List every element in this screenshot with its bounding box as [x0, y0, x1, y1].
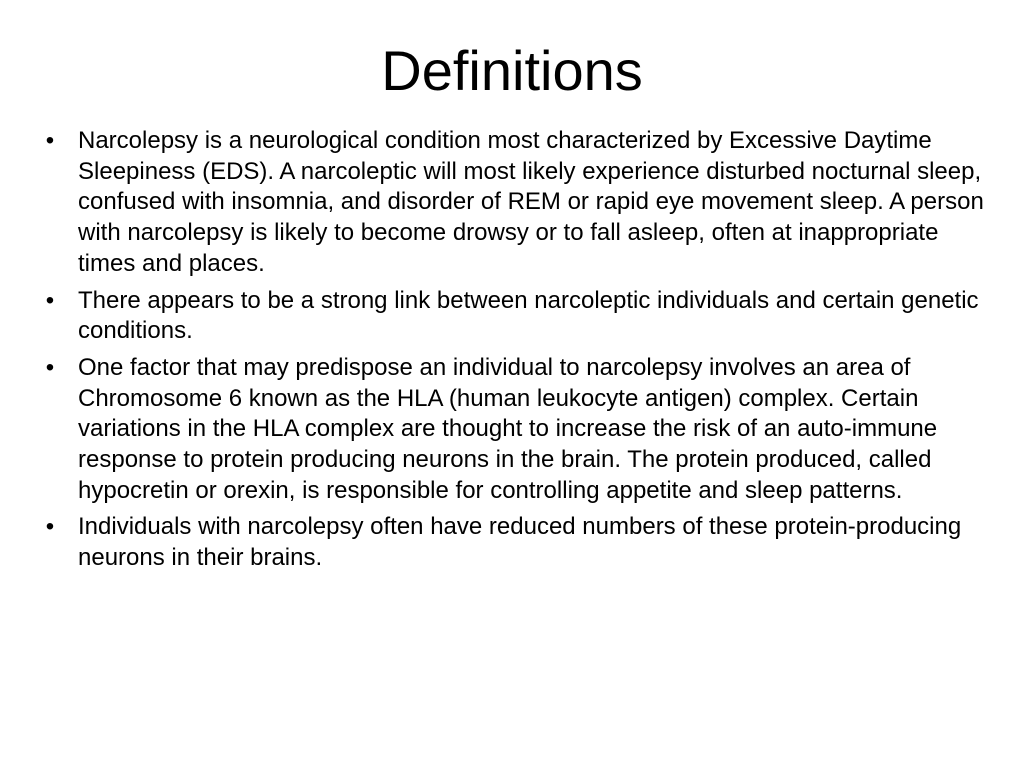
bullet-dot-icon: •	[45, 127, 55, 154]
bullet-text: One factor that may predispose an individual to narcolepsy involves an area of Chromosome 6 known as the HLA (human leukocyte antigen) complex. Certain variations in the HLA complex are thought to increase the risk of an auto-immune response to protein producing neurons in the brain. The protein produced, called hypocretin or orexin, is responsible for controlling appetite and sleep patterns.	[78, 353, 938, 504]
bullet-text: Individuals with narcolepsy often have reduced numbers of these protein-producing neurons in their brains.	[78, 513, 962, 572]
bullet-list	[40, 126, 990, 580]
bullet-item	[40, 126, 990, 280]
bullet-text: There appears to be a strong link between narcoleptic individuals and certain genetic conditions.	[78, 286, 979, 345]
bullet-text: Narcolepsy is a neurological condition most characterized by Excessive Daytime Sleepiness (EDS). A narcoleptic will most likely experience disturbed nocturnal sleep, confused with insomnia, and disorder of REM or rapid eye movement sleep. A person with narcolepsy is likely to become drowsy or to fall asleep, often at inappropriate times and places.	[78, 127, 984, 277]
slide-title: Definitions	[381, 39, 643, 102]
bullet-item	[40, 353, 990, 507]
bullet-item	[40, 512, 990, 573]
bullet-dot-icon: •	[45, 286, 55, 314]
bullet-item	[40, 286, 990, 347]
bullet-dot-icon: •	[45, 513, 55, 541]
bullet-dot-icon: •	[45, 353, 55, 381]
